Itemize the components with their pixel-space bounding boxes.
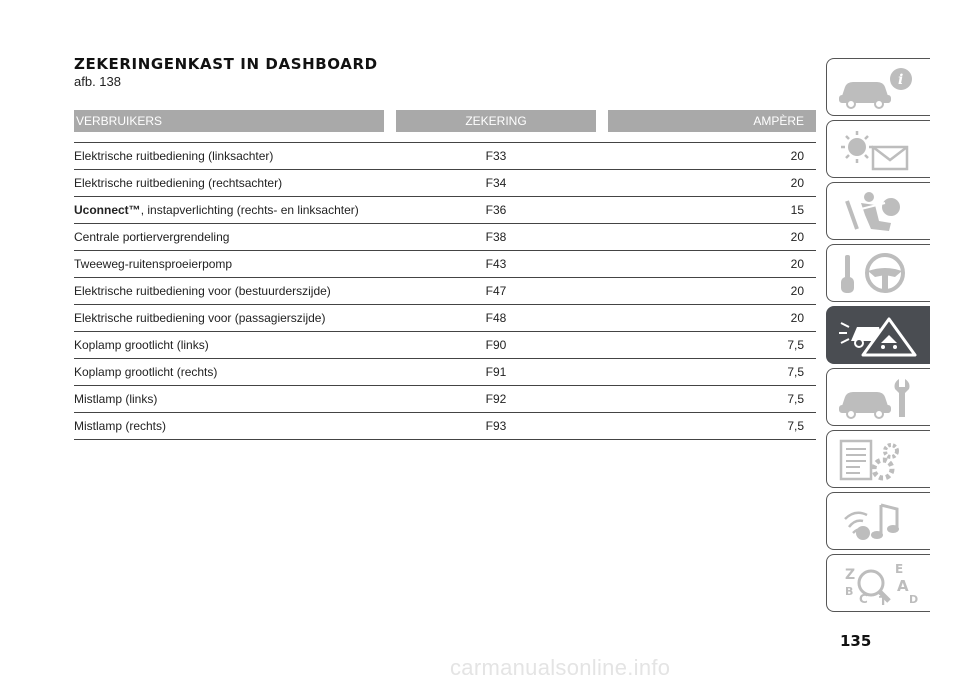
table-row	[74, 251, 816, 278]
consumer-text: Mistlamp (links)	[74, 392, 158, 406]
tab-technical-data[interactable]	[826, 430, 930, 488]
table-body	[74, 142, 816, 440]
header-fuse: ZEKERING	[396, 110, 596, 132]
chapter-tabs	[826, 58, 930, 616]
table-row	[74, 197, 816, 224]
multimedia-music-icon	[835, 499, 925, 545]
tab-multimedia[interactable]	[826, 492, 930, 550]
header-consumers: VERBRUIKERS	[74, 110, 384, 132]
consumer-text: Tweeweg-ruitensproeierpomp	[74, 257, 233, 271]
tab-emergency[interactable]	[826, 306, 930, 364]
watermark: carmanualsonline.info	[450, 655, 671, 680]
consumer-text: Mistlamp (rechts)	[74, 419, 167, 433]
ampere-cell: 7,5	[787, 365, 804, 379]
table-row	[74, 386, 816, 413]
page-title: ZEKERINGENKAST IN DASHBOARD	[74, 55, 378, 73]
consumer-cell	[74, 251, 232, 277]
page-number: 135	[840, 632, 872, 650]
table-row	[74, 305, 816, 332]
index-letter: D	[909, 593, 919, 606]
fuse-cell: F91	[485, 365, 507, 379]
table-row	[74, 170, 816, 197]
table-row	[74, 142, 816, 170]
alphabetical-index-icon	[835, 561, 925, 607]
index-letter: T	[879, 594, 888, 607]
header-ampere: AMPÈRE	[608, 110, 816, 132]
fuse-cell: F43	[485, 257, 507, 271]
consumer-text: Elektrische ruitbediening (rechtsachter)	[74, 176, 283, 190]
fuse-cell: F47	[485, 284, 507, 298]
warning-lights-message-icon	[835, 127, 925, 173]
table-header	[74, 110, 816, 132]
tab-safety[interactable]	[826, 182, 930, 240]
airbag-seat-icon	[835, 189, 925, 235]
fuse-cell: F33	[485, 149, 507, 163]
ampere-cell: 20	[790, 257, 804, 271]
fuse-cell: F93	[485, 419, 507, 433]
car-maintenance-wrench-icon	[835, 375, 925, 421]
ampere-cell: 20	[790, 230, 804, 244]
ampere-cell: 20	[790, 176, 804, 190]
key-steering-wheel-icon	[835, 251, 925, 297]
ampere-cell: 20	[790, 149, 804, 163]
consumer-cell	[74, 278, 331, 304]
ampere-cell: 20	[790, 311, 804, 325]
consumer-cell	[74, 197, 359, 223]
table-row	[74, 359, 816, 386]
fuse-table	[74, 110, 816, 440]
svg-text:i: i	[898, 72, 904, 88]
fuse-cell: F92	[485, 392, 507, 406]
tab-starting-driving[interactable]	[826, 244, 930, 302]
tab-car-info[interactable]	[826, 58, 930, 116]
tab-warning-lights[interactable]	[826, 120, 930, 178]
index-letter: Z	[845, 567, 856, 583]
fuse-cell: F36	[485, 203, 507, 217]
index-letter: C	[859, 592, 868, 606]
consumer-cell	[74, 224, 229, 250]
consumer-text: Elektrische ruitbediening (linksachter)	[74, 149, 274, 163]
consumer-text: , instapverlichting (rechts- en linksachter)	[140, 203, 359, 217]
index-letter: E	[895, 562, 904, 576]
ampere-cell: 7,5	[787, 392, 804, 406]
tab-index[interactable]	[826, 554, 930, 612]
consumer-text: Elektrische ruitbediening voor (bestuurderszijde)	[74, 284, 331, 298]
consumer-cell	[74, 170, 282, 196]
fuse-cell: F48	[485, 311, 507, 325]
consumer-bold-text: Uconnect™	[74, 203, 141, 217]
figure-reference: afb. 138	[74, 74, 121, 89]
fuse-cell: F38	[485, 230, 507, 244]
ampere-cell: 7,5	[787, 419, 804, 433]
ampere-cell: 20	[790, 284, 804, 298]
breakdown-warning-triangle-icon	[835, 313, 925, 359]
table-row	[74, 224, 816, 251]
consumer-cell	[74, 359, 217, 385]
index-letter: A	[897, 577, 909, 595]
ampere-cell: 7,5	[787, 338, 804, 352]
consumer-text: Koplamp grootlicht (rechts)	[74, 365, 218, 379]
consumer-cell	[74, 332, 209, 358]
consumer-text: Koplamp grootlicht (links)	[74, 338, 209, 352]
fuse-cell: F90	[485, 338, 507, 352]
table-row	[74, 278, 816, 305]
consumer-text: Elektrische ruitbediening voor (passagierszijde)	[74, 311, 326, 325]
tab-maintenance[interactable]	[826, 368, 930, 426]
index-letter: B	[845, 585, 854, 598]
consumer-cell	[74, 386, 157, 412]
consumer-text: Centrale portiervergrendeling	[74, 230, 230, 244]
fuse-cell: F34	[485, 176, 507, 190]
consumer-cell	[74, 413, 166, 439]
ampere-cell: 15	[790, 203, 804, 217]
technical-data-gear-icon	[835, 437, 925, 483]
car-info-icon	[835, 65, 925, 111]
table-row	[74, 332, 816, 359]
consumer-cell	[74, 305, 325, 331]
consumer-cell	[74, 143, 273, 169]
table-row	[74, 413, 816, 440]
